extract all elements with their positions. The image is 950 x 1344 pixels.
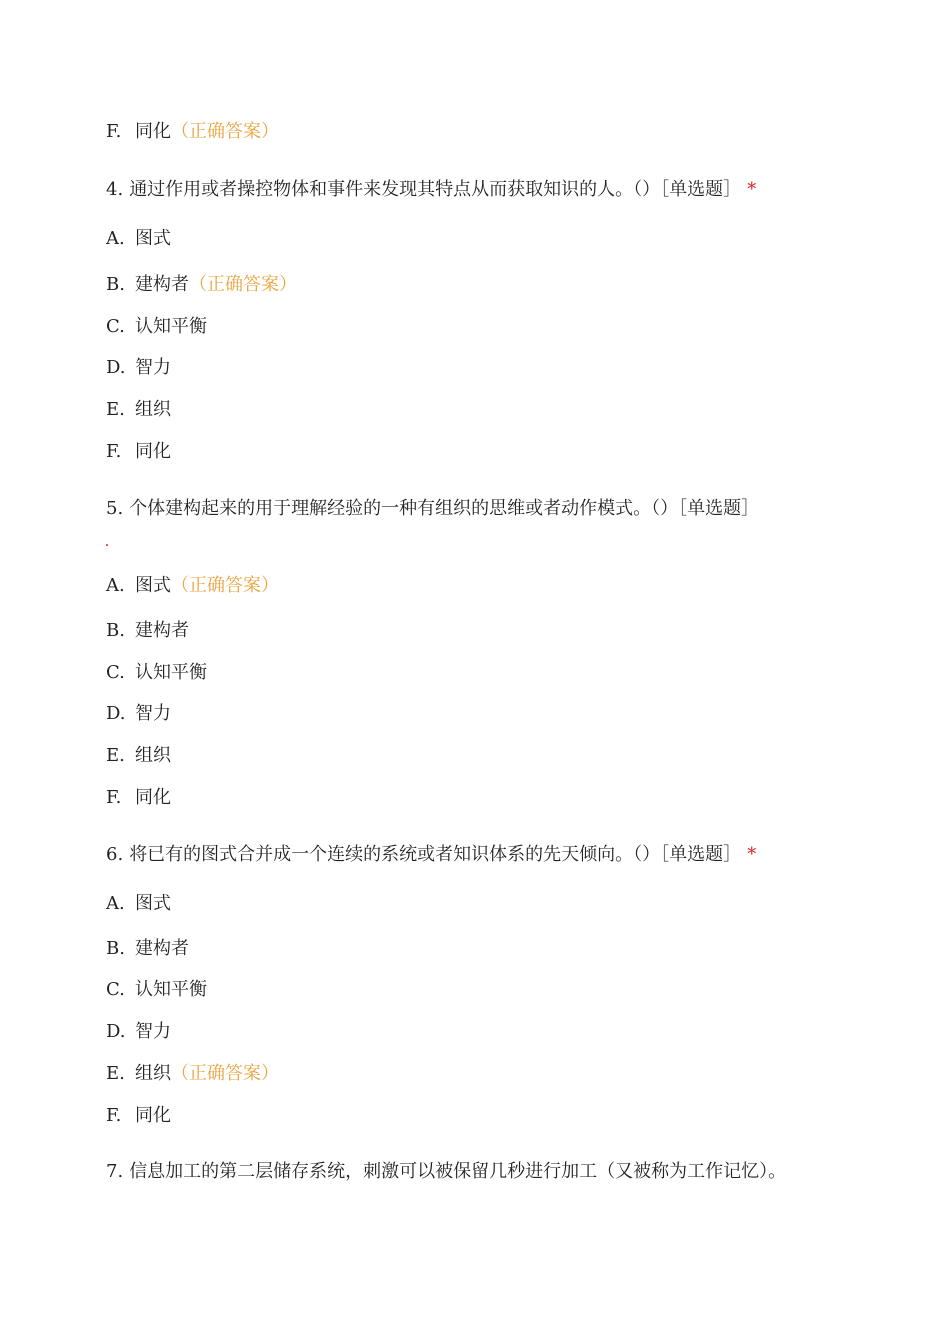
option-text: 同化 — [135, 441, 171, 462]
option-f-q3 — [106, 120, 279, 144]
question-text: 信息加工的第二层储存系统，刺激可以被保留几秒进行加工（又被称为工作记忆）。 — [129, 1161, 787, 1182]
option-text: 图式 — [135, 228, 171, 249]
option-letter: F. — [106, 787, 122, 808]
option-letter: A. — [106, 575, 125, 596]
question-7 — [106, 1160, 786, 1184]
correct-answer-label: （正确答案） — [171, 575, 279, 596]
option-e-q4 — [106, 398, 171, 422]
option-letter: B. — [106, 274, 125, 295]
option-letter: D. — [106, 703, 126, 724]
option-letter: E. — [106, 399, 125, 420]
option-text: 认知平衡 — [135, 979, 207, 1000]
option-text: 同化 — [135, 1105, 171, 1126]
option-b-q4 — [106, 273, 297, 297]
option-e-q6 — [106, 1062, 279, 1086]
question-number: 7. — [106, 1161, 124, 1182]
option-letter: A. — [106, 228, 125, 249]
option-text: 组织 — [135, 1063, 171, 1084]
option-text: 组织 — [135, 745, 171, 766]
option-d-q6 — [106, 1020, 171, 1044]
option-d-q5 — [106, 702, 171, 726]
option-letter: C. — [106, 979, 125, 1000]
option-text: 图式 — [135, 893, 171, 914]
option-letter: D. — [106, 357, 126, 378]
question-number: 5. — [106, 498, 124, 519]
option-letter: F. — [106, 1105, 122, 1126]
option-f-q6 — [106, 1104, 171, 1128]
option-text: 认知平衡 — [135, 662, 207, 683]
option-c-q4 — [106, 315, 207, 339]
option-text: 智力 — [135, 357, 171, 378]
option-b-q5 — [106, 619, 189, 643]
option-letter: E. — [106, 745, 125, 766]
question-4 — [106, 178, 756, 202]
option-a-q5 — [106, 574, 279, 598]
option-e-q5 — [106, 744, 171, 768]
option-text: 建构者 — [135, 274, 189, 295]
question-6 — [106, 843, 756, 867]
option-letter: F. — [106, 121, 122, 142]
option-letter: F. — [106, 441, 122, 462]
option-d-q4 — [106, 356, 171, 380]
option-text: 同化 — [135, 121, 171, 142]
question-5 — [106, 497, 759, 521]
option-f-q5 — [106, 786, 171, 810]
option-text: 认知平衡 — [135, 316, 207, 337]
required-mark: * — [747, 844, 757, 865]
option-a-q6 — [106, 892, 171, 916]
option-text: 建构者 — [135, 938, 189, 959]
option-letter: C. — [106, 316, 125, 337]
option-c-q6 — [106, 978, 207, 1002]
option-f-q4 — [106, 440, 171, 464]
option-letter: E. — [106, 1063, 125, 1084]
option-letter: B. — [106, 620, 125, 641]
question-text: 个体建构起来的用于理解经验的一种有组织的思维或者动作模式。（）［单选题］ — [129, 498, 760, 519]
correct-answer-label: （正确答案） — [171, 121, 279, 142]
required-dot — [106, 544, 108, 546]
option-letter: D. — [106, 1021, 126, 1042]
option-c-q5 — [106, 661, 207, 685]
option-a-q4 — [106, 227, 171, 251]
question-number: 4. — [106, 179, 124, 200]
option-text: 建构者 — [135, 620, 189, 641]
option-text: 组织 — [135, 399, 171, 420]
option-letter: B. — [106, 938, 125, 959]
option-text: 智力 — [135, 1021, 171, 1042]
option-letter: A. — [106, 893, 125, 914]
option-letter: C. — [106, 662, 125, 683]
required-mark: * — [747, 179, 757, 200]
question-text: 通过作用或者操控物体和事件来发现其特点从而获取知识的人。（）［单选题］ — [129, 179, 742, 200]
option-b-q6 — [106, 937, 189, 961]
option-text: 同化 — [135, 787, 171, 808]
option-text: 图式 — [135, 575, 171, 596]
correct-answer-label: （正确答案） — [189, 274, 297, 295]
option-text: 智力 — [135, 703, 171, 724]
question-text: 将已有的图式合并成一个连续的系统或者知识体系的先天倾向。（）［单选题］ — [129, 844, 742, 865]
question-number: 6. — [106, 844, 124, 865]
correct-answer-label: （正确答案） — [171, 1063, 279, 1084]
